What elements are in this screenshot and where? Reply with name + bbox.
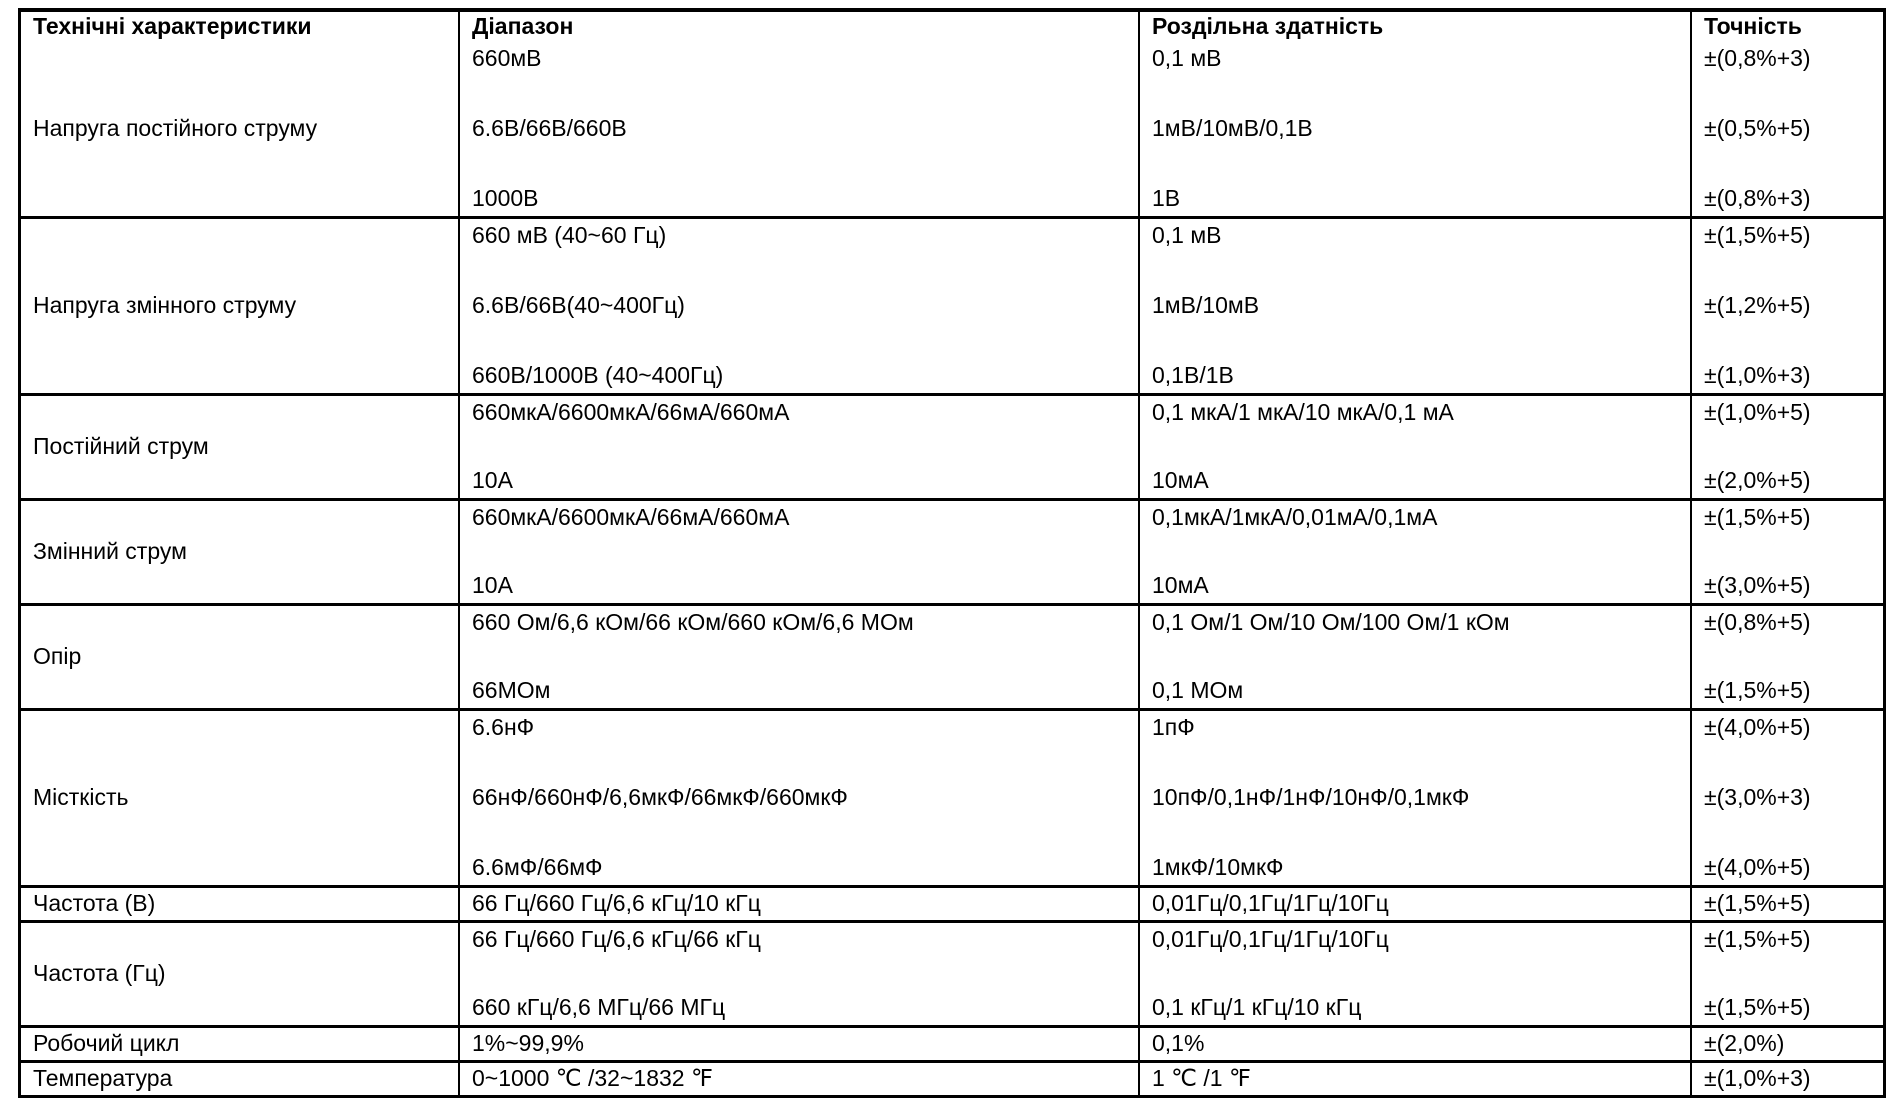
range-value-stack: [472, 888, 1134, 920]
range-value: 660 мВ (40~60 Гц): [472, 222, 667, 248]
resolution-value-stack: [1152, 1063, 1686, 1095]
range-value-stack: [472, 42, 1134, 216]
range-value-stack: [472, 606, 1134, 708]
range-value-stack: [472, 923, 1134, 1025]
table-row: [21, 885, 1883, 920]
table-row: [21, 216, 1883, 393]
table-body: [21, 42, 1883, 1095]
resolution-value: 1пФ: [1152, 714, 1195, 740]
accuracy-value: ±(1,5%+5): [1704, 890, 1811, 917]
accuracy-value-stack: [1704, 42, 1879, 216]
cell-range: [458, 42, 1138, 216]
accuracy-value: ±(1,5%+5): [1704, 677, 1811, 704]
accuracy-value: ±(1,5%+5): [1704, 222, 1811, 248]
row-label: Температура: [33, 1065, 173, 1092]
cell-range: [458, 396, 1138, 498]
resolution-value: 0,1 мВ: [1152, 222, 1222, 248]
resolution-value: 0,1мкА/1мкА/0,01мА/0,1мА: [1152, 504, 1438, 530]
cell-accuracy: [1690, 219, 1883, 393]
resolution-value: 10мА: [1152, 467, 1209, 494]
resolution-value: 0,1 мВ: [1152, 45, 1222, 71]
accuracy-value: ±(3,0%+5): [1704, 572, 1811, 599]
cell-resolution: [1138, 1063, 1690, 1095]
range-value: 660 Ом/6,6 кОм/66 кОм/660 кОм/6,6 МОм: [472, 609, 914, 635]
resolution-value: 1 ℃ /1 ℉: [1152, 1065, 1251, 1092]
cell-resolution: [1138, 1028, 1690, 1060]
range-value: 0~1000 ℃ /32~1832 ℉: [472, 1065, 713, 1092]
accuracy-value-stack: [1704, 888, 1879, 920]
row-label: Частота (Гц): [33, 960, 166, 987]
range-value: 1%~99,9%: [472, 1030, 584, 1057]
cell-range: [458, 219, 1138, 393]
accuracy-value: ±(2,0%): [1704, 1030, 1785, 1057]
cell-accuracy: [1690, 711, 1883, 885]
resolution-value: 0,1 МОм: [1152, 677, 1244, 704]
table-row: [21, 708, 1883, 885]
resolution-value: 0,01Гц/0,1Гц/1Гц/10Гц: [1152, 926, 1389, 952]
cell-resolution: [1138, 606, 1690, 708]
table-row: [21, 920, 1883, 1025]
row-label: Місткість: [33, 784, 129, 811]
resolution-value-stack: [1152, 1028, 1686, 1060]
row-label: Змінний струм: [33, 538, 187, 565]
cell-range: [458, 606, 1138, 708]
accuracy-value: ±(0,8%+3): [1704, 185, 1811, 212]
cell-range: [458, 1063, 1138, 1095]
cell-resolution: [1138, 396, 1690, 498]
cell-accuracy: [1690, 1028, 1883, 1060]
cell-accuracy: [1690, 606, 1883, 708]
row-label: Постійний струм: [33, 433, 209, 460]
table-row: [21, 498, 1883, 603]
resolution-value: 0,1 мкА/1 мкА/10 мкА/0,1 мА: [1152, 399, 1454, 425]
accuracy-value-stack: [1704, 1063, 1879, 1095]
table-row: [21, 42, 1883, 216]
accuracy-value: ±(1,0%+5): [1704, 399, 1811, 425]
cell-range: [458, 1028, 1138, 1060]
range-value: 6.6В/66В/660В: [472, 115, 627, 142]
table-header-row: [21, 12, 1883, 42]
cell-accuracy: [1690, 501, 1883, 603]
resolution-value: 1мВ/10мВ/0,1В: [1152, 115, 1313, 142]
row-label: Напруга змінного струму: [33, 292, 297, 319]
range-value: 660мВ: [472, 45, 542, 71]
column-header-resolution: Роздільна здатність: [1138, 12, 1690, 42]
range-value: 6.6В/66В(40~400Гц): [472, 292, 685, 319]
resolution-value-stack: [1152, 711, 1686, 885]
accuracy-value: ±(1,0%+3): [1704, 362, 1811, 389]
accuracy-value: ±(4,0%+5): [1704, 714, 1811, 740]
resolution-value: 1В: [1152, 185, 1181, 212]
row-label: Робочий цикл: [33, 1030, 180, 1057]
row-label: Напруга постійного струму: [33, 115, 318, 142]
resolution-value: 0,1%: [1152, 1030, 1205, 1057]
accuracy-value-stack: [1704, 396, 1879, 498]
resolution-value: 1мВ/10мВ: [1152, 292, 1260, 319]
range-value: 6.6мФ/66мФ: [472, 854, 603, 881]
table-row: [21, 1060, 1883, 1095]
cell-range: [458, 888, 1138, 920]
range-value-stack: [472, 219, 1134, 393]
accuracy-value: ±(4,0%+5): [1704, 854, 1811, 881]
accuracy-value: ±(0,5%+5): [1704, 115, 1811, 142]
accuracy-value-stack: [1704, 219, 1879, 393]
table-row: [21, 1025, 1883, 1060]
cell-range: [458, 923, 1138, 1025]
column-header-characteristics: Технічні характеристики: [33, 13, 312, 40]
range-value: 660 кГц/6,6 МГц/66 МГц: [472, 994, 726, 1021]
range-value: 10А: [472, 572, 513, 599]
accuracy-value: ±(1,5%+5): [1704, 504, 1811, 530]
row-label: Опір: [33, 643, 82, 670]
table-row: [21, 393, 1883, 498]
cell-range: [458, 501, 1138, 603]
range-value: 660мкА/6600мкА/66мА/660мА: [472, 504, 790, 530]
resolution-value: 0,1 Ом/1 Ом/10 Ом/100 Ом/1 кОм: [1152, 609, 1510, 635]
column-header-accuracy: Точність: [1690, 12, 1883, 42]
range-value: 66нФ/660нФ/6,6мкФ/66мкФ/660мкФ: [472, 784, 848, 811]
cell-resolution: [1138, 42, 1690, 216]
cell-resolution: [1138, 501, 1690, 603]
cell-resolution: [1138, 219, 1690, 393]
accuracy-value-stack: [1704, 923, 1879, 1025]
range-value: 66МОм: [472, 677, 551, 704]
resolution-value-stack: [1152, 501, 1686, 603]
resolution-value-stack: [1152, 923, 1686, 1025]
range-value: 66 Гц/660 Гц/6,6 кГц/66 кГц: [472, 926, 761, 952]
accuracy-value: ±(0,8%+5): [1704, 609, 1811, 635]
accuracy-value: ±(1,2%+5): [1704, 292, 1811, 319]
resolution-value-stack: [1152, 42, 1686, 216]
resolution-value: 0,1В/1В: [1152, 362, 1234, 389]
range-value-stack: [472, 501, 1134, 603]
range-value: 660В/1000В (40~400Гц): [472, 362, 724, 389]
cell-accuracy: [1690, 1063, 1883, 1095]
row-label: Частота (В): [33, 890, 156, 917]
range-value: 1000В: [472, 185, 539, 212]
resolution-value: 10мА: [1152, 572, 1209, 599]
range-value: 10А: [472, 467, 513, 494]
accuracy-value-stack: [1704, 501, 1879, 603]
cell-accuracy: [1690, 42, 1883, 216]
table-row: [21, 603, 1883, 708]
resolution-value-stack: [1152, 219, 1686, 393]
cell-resolution: [1138, 888, 1690, 920]
cell-accuracy: [1690, 888, 1883, 920]
accuracy-value: ±(1,5%+5): [1704, 994, 1811, 1021]
cell-resolution: [1138, 711, 1690, 885]
range-value-stack: [472, 1028, 1134, 1060]
resolution-value-stack: [1152, 606, 1686, 708]
accuracy-value: ±(1,5%+5): [1704, 926, 1811, 952]
spec-table: [18, 8, 1886, 1098]
accuracy-value-stack: [1704, 711, 1879, 885]
range-value: 6.6нФ: [472, 714, 535, 740]
resolution-value: 0,1 кГц/1 кГц/10 кГц: [1152, 994, 1362, 1021]
accuracy-value: ±(2,0%+5): [1704, 467, 1811, 494]
range-value-stack: [472, 1063, 1134, 1095]
resolution-value: 1мкФ/10мкФ: [1152, 854, 1284, 881]
range-value-stack: [472, 396, 1134, 498]
resolution-value: 10пФ/0,1нФ/1нФ/10нФ/0,1мкФ: [1152, 784, 1470, 811]
cell-accuracy: [1690, 396, 1883, 498]
accuracy-value: ±(3,0%+3): [1704, 784, 1811, 811]
range-value-stack: [472, 711, 1134, 885]
accuracy-value-stack: [1704, 606, 1879, 708]
cell-resolution: [1138, 923, 1690, 1025]
resolution-value: 0,01Гц/0,1Гц/1Гц/10Гц: [1152, 890, 1389, 917]
resolution-value-stack: [1152, 888, 1686, 920]
accuracy-value: ±(1,0%+3): [1704, 1065, 1811, 1092]
cell-accuracy: [1690, 923, 1883, 1025]
range-value: 660мкА/6600мкА/66мА/660мА: [472, 399, 790, 425]
accuracy-value-stack: [1704, 1028, 1879, 1060]
resolution-value-stack: [1152, 396, 1686, 498]
range-value: 66 Гц/660 Гц/6,6 кГц/10 кГц: [472, 890, 761, 917]
accuracy-value: ±(0,8%+3): [1704, 45, 1811, 71]
cell-range: [458, 711, 1138, 885]
column-header-range: Діапазон: [458, 12, 1138, 42]
